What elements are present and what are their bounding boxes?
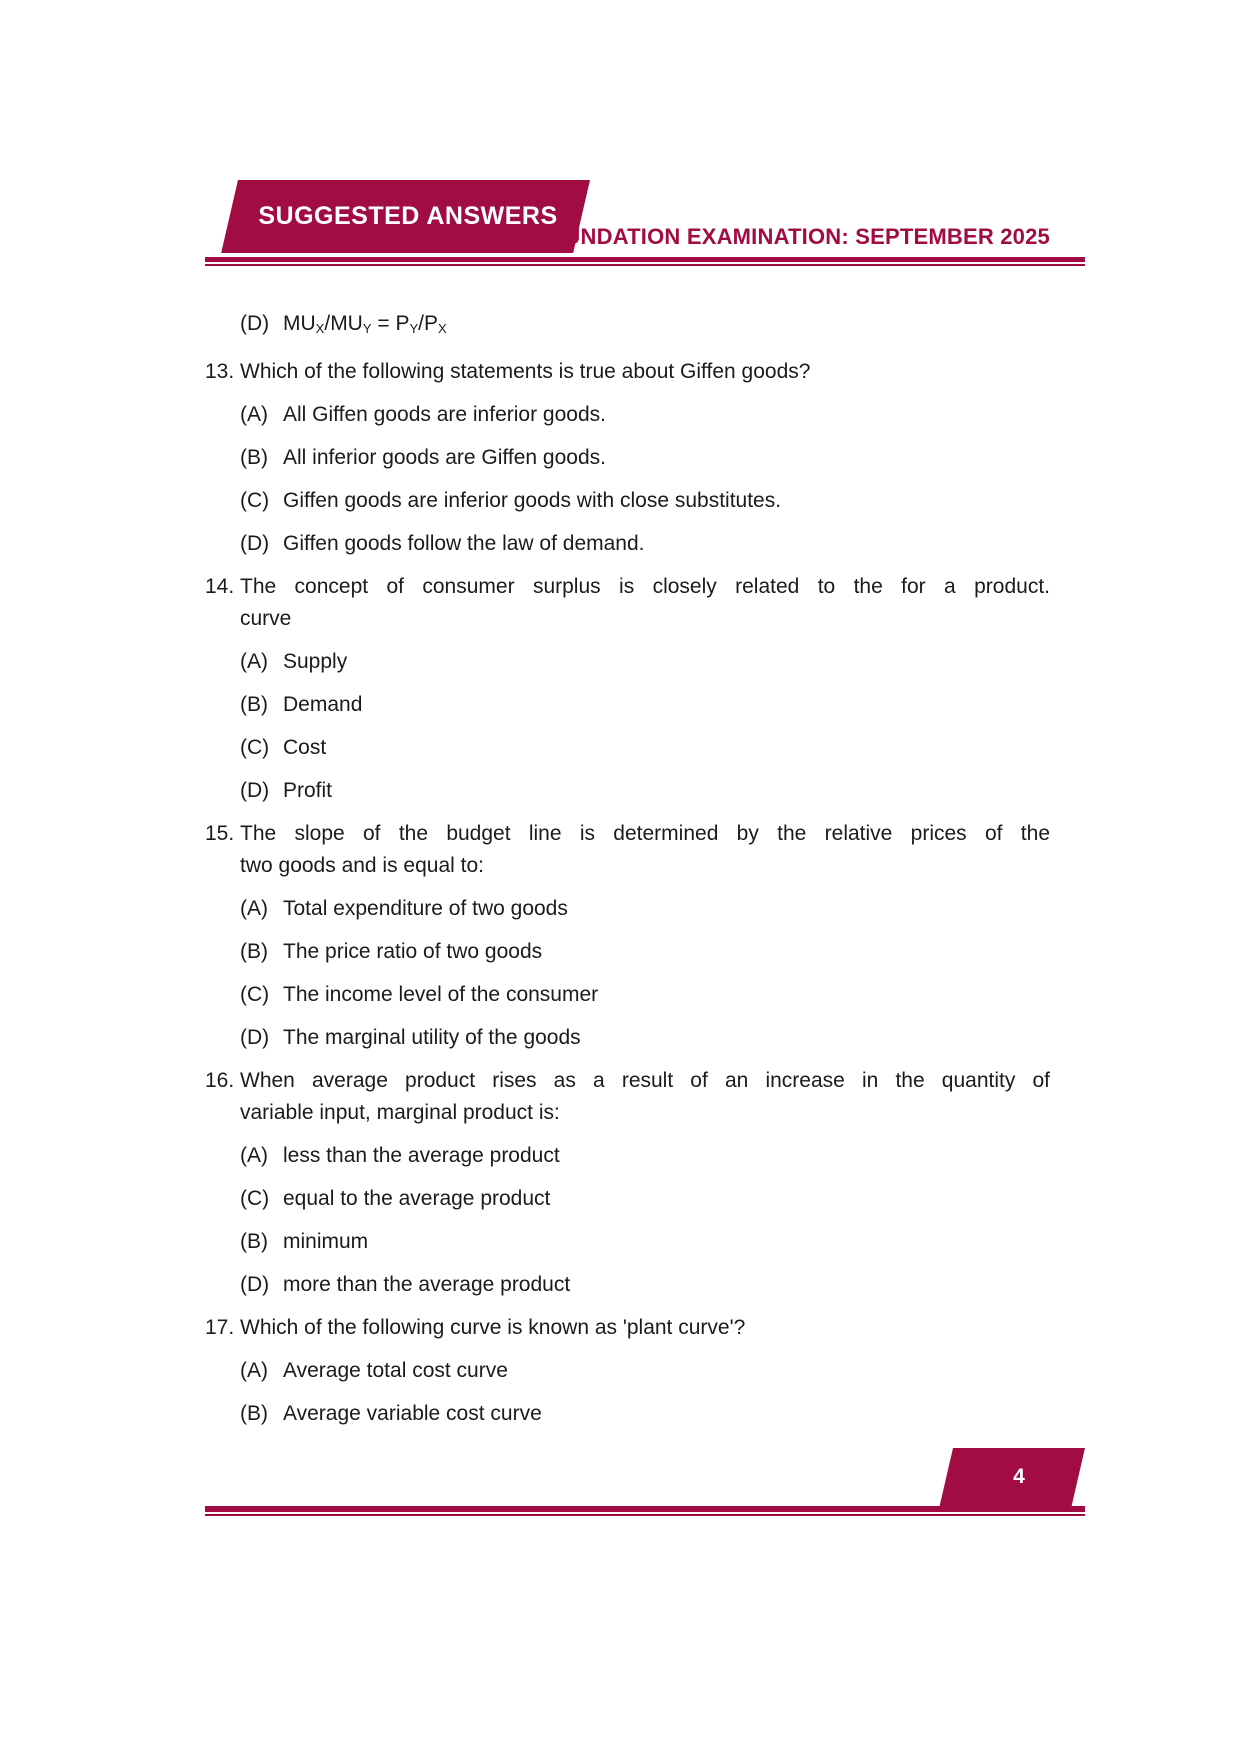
option-text: All inferior goods are Giffen goods. [283,446,606,469]
option-label: (B) [240,940,268,963]
option-row [205,485,1050,517]
question-text [240,356,1050,388]
option-row [205,1269,1050,1301]
question-number: 14. [205,575,235,598]
header-rule [205,257,1085,266]
option-row [205,1140,1050,1172]
option-text: Giffen goods are inferior goods with close substitutes. [283,489,782,512]
formula-slash: / [324,312,331,335]
option-row [205,1398,1050,1430]
option-row [205,1022,1050,1054]
option-text: The marginal utility of the goods [283,1026,581,1049]
option-text: Giffen goods follow the law of demand. [283,532,645,555]
question-text-line: The slope of the budget line is determined by the relative prices of the [240,822,1050,845]
option-row [205,936,1050,968]
carryover-option-row [205,308,1050,345]
formula-subscript: Y [409,321,419,336]
option-label: (C) [240,983,270,1006]
option-row [205,893,1050,925]
question-text-line: When average product rises as a result of an increase in the quantity of [240,1069,1050,1092]
question-text-line: variable input, marginal product is: [240,1101,560,1124]
option-label: (A) [240,650,268,673]
question-text-line: Which of the following statements is true about Giffen goods? [240,360,811,383]
option-label: (D) [240,312,270,335]
option-row [205,732,1050,764]
option-label: (B) [240,446,268,469]
option-row [205,1226,1050,1258]
option-row [205,528,1050,560]
option-label: (C) [240,736,270,759]
question-block-17 [205,1312,1050,1344]
option-label: (B) [240,693,268,716]
question-text [240,818,1050,882]
option-label: (A) [240,403,268,426]
option-text: Profit [283,779,333,802]
formula-subscript: Y [362,321,372,336]
option-text: equal to the average product [283,1187,551,1210]
option-label: (C) [240,1187,270,1210]
option-row [205,689,1050,721]
option-label: (D) [240,1273,270,1296]
formula-subscript: X [315,321,325,336]
option-row [205,979,1050,1011]
question-text-line: The concept of consumer surplus is closely related to the for a product. [240,575,1050,598]
option-label: (C) [240,489,270,512]
option-label: (A) [240,1144,268,1167]
option-label: (B) [240,1230,268,1253]
formula-base: P [424,312,439,335]
question-number: 16. [205,1069,235,1092]
option-label: (D) [240,532,270,555]
suggested-answers-label: SUGGESTED ANSWERS [258,202,558,230]
option-row [205,442,1050,474]
option-text: Cost [283,736,327,759]
question-text-line: curve [240,607,292,630]
option-text: All Giffen goods are inferior goods. [283,403,606,426]
question-number: 13. [205,360,235,383]
question-text [240,571,1050,635]
question-block-15 [205,818,1050,882]
option-row [205,1355,1050,1387]
formula-base: MU [330,312,363,335]
option-label: (B) [240,1402,268,1425]
option-label: (A) [240,897,268,920]
formula-base: MU [283,312,316,335]
header-rule-thin-line [205,264,1085,266]
question-text [240,1065,1050,1129]
option-text: Average total cost curve [283,1359,508,1382]
option-row [205,775,1050,807]
question-block-14 [205,571,1050,635]
question-block-13 [205,356,1050,388]
question-list [205,308,1050,1441]
page-number: 4 [1013,1465,1025,1488]
formula-base: P [395,312,410,335]
option-text: Average variable cost curve [283,1402,542,1425]
formula-equals: = [371,312,396,335]
option-row [205,646,1050,678]
option-label: (D) [240,779,270,802]
option-text: Total expenditure of two goods [283,897,568,920]
option-text: The price ratio of two goods [283,940,543,963]
formula-subscript: X [438,321,447,336]
footer-rule-thin-line [205,1514,1085,1516]
option-label: (D) [240,1026,270,1049]
option-row [205,1183,1050,1215]
question-block-16 [205,1065,1050,1129]
question-number: 15. [205,822,235,845]
option-label: (A) [240,1359,268,1382]
option-text: minimum [283,1230,369,1253]
option-text: Demand [283,693,363,716]
question-text [240,1312,1050,1344]
option-formula [283,308,1050,345]
option-text: Supply [283,650,348,673]
option-row [205,399,1050,431]
option-text: less than the average product [283,1144,560,1167]
option-text: The income level of the consumer [283,983,599,1006]
footer-rule [205,1506,1085,1516]
formula-slash: / [418,312,424,335]
question-text-line: two goods and is equal to: [240,854,485,877]
question-text-line: Which of the following curve is known as 'plant curve'? [240,1316,746,1339]
question-number: 17. [205,1316,235,1339]
exam-title: FOUNDATION EXAMINATION: SEPTEMBER 2025 [533,224,1050,249]
option-text: more than the average product [283,1273,571,1296]
